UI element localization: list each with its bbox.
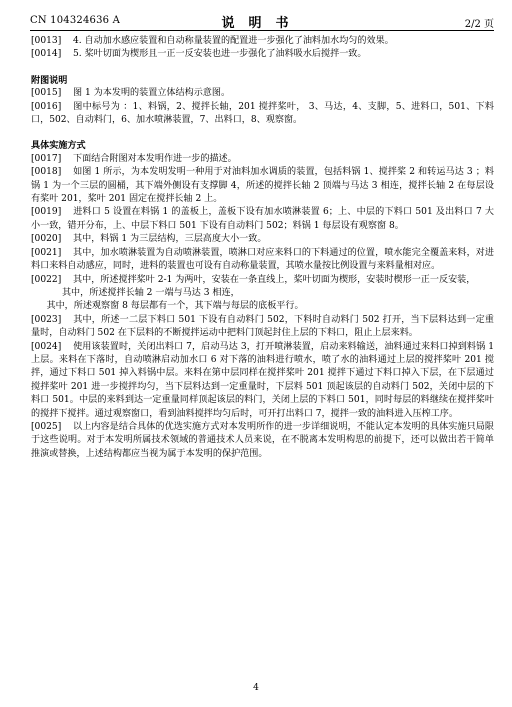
paragraph <box>31 314 494 341</box>
paragraph-text: 图 1 为本发明的装置立体结构示意图。 <box>73 88 231 99</box>
paragraph <box>31 421 494 461</box>
paragraph-number: [0019] <box>31 207 62 218</box>
paragraph-number: [0024] <box>31 341 62 352</box>
paragraph <box>31 233 494 246</box>
indented-line: 其中，所述搅拌长轴 2 一端与马达 3 相连， <box>61 287 240 298</box>
paragraph-number: [0022] <box>31 274 62 285</box>
paragraph <box>31 101 494 128</box>
paragraph <box>31 48 494 61</box>
page-number: 4 <box>253 683 259 693</box>
paragraph-number: [0023] <box>31 314 62 325</box>
patent-number: CN 104324636 A <box>30 15 121 26</box>
paragraph-number: [0021] <box>31 247 62 258</box>
paragraph-text: 其中，所述搅拌桨叶 2-1 为两叶，安装在一条直线上，桨叶切面为楔形，安装时楔形一正一反安装， <box>73 274 476 285</box>
paragraph-text: 使用该装置时，关闭出料口 7，启动马达 3，打开喷淋装置，启动来料输送，油料通过来料口掉到料锅 1 上层。来料在下落时，自动喷淋启动加水口 6 对下落的油料进行喷水，喷了水的油料通过上层的搅拌桨叶 201 搅拌，通过下料口 501 掉入料锅中层。来料在第中层同样在搅拌桨叶 201 搅拌下通过下料口掉入下层，在下层通过搅拌桨叶 201 进一步搅拌均匀，当下层料达到一定重量时，下层料 501 顶起该层的自动料门 502，关闭中层的下料口 501。中层的来料到达一定重量同样顶起该层的料门，关闭上层的下料口 501，同时每层的料继续在搅拌桨叶的搅拌下搅拌。通过观察窗口，看到油料搅拌均匀后时，可开打出料口 7，搅拌一致的油料进入压榨工序。 <box>31 341 494 419</box>
paragraph-number: [0018] <box>31 167 62 178</box>
document-title: 说明书 <box>221 16 303 31</box>
section-title-figures: 附图说明 <box>31 74 68 86</box>
paragraph <box>31 274 494 287</box>
paragraph <box>31 341 494 421</box>
paragraph-number: [0014] <box>31 49 62 60</box>
document-body <box>31 35 494 461</box>
paragraph <box>31 247 494 274</box>
paragraph-text: 其中，所述一二层下料口 501 下设有自动料门 502，下料时自动料门 502 打开，当下层料达到一定重量时，自动料门 502 在下层料的不断搅拌运动中把料门顶起封住上层的下料口，阻止上层来料。 <box>31 314 494 339</box>
paragraph-number: [0020] <box>31 234 62 245</box>
indented-line: 其中，所述观察窗 8 每层都有一个，其下端与每层的底板平行。 <box>46 301 304 312</box>
paragraph-text: 4. 自动加水感应装置和自动称量装置的配置进一步强化了油料加水均匀的效果。 <box>73 36 394 46</box>
paragraph-text: 以上内容是结合具体的优选实施方式对本发明所作的进一步详细说明，不能认定本发明的具体实施只局限于这些说明。对于本发明所属技术领域的普通技术人员来说，在不脱离本发明构思的前提下，还可以做出若干简单推演或替换，上述结构都应当视为属于本发明的保护范围。 <box>31 421 494 459</box>
paragraph-text: 5. 桨叶切面为楔形且一正一反安装也进一步强化了油料吸水后搅拌一致。 <box>73 49 367 60</box>
paragraph-number: [0015] <box>31 88 62 99</box>
paragraph-text: 其中，料锅 1 为三层结构，三层高度大小一致。 <box>73 234 267 245</box>
paragraph-number: [0025] <box>31 421 62 432</box>
paragraph-text: 图中标号为 ：1、料锅，2、搅拌长轴，201 搅拌桨叶， 3、马达，4、支脚，5、进料口，501、下料口，502、自动料门，6、加水喷淋装置，7、出料口，8、观察窗。 <box>31 101 494 126</box>
section-title-embodiment: 具体实施方式 <box>31 140 86 152</box>
paragraph-number: [0016] <box>31 101 62 112</box>
paragraph <box>31 153 494 166</box>
page-indicator: 2/2 页 <box>464 19 494 30</box>
paragraph-text: 如图 1 所示，为本发明发明一种用于对油料加水调质的装置，包括料锅 1、搅拌桨 2 和转运马达 3 ；料锅 1 为一个三层的圆桶，其下端外侧设有支撑脚 4，所述的搅拌长轴 2 顶端与马达 3 相连，搅拌长轴 2 在每层设有桨叶 201，桨叶 201 固定在搅拌长轴 2 上。 <box>31 167 494 205</box>
page-header <box>30 12 494 31</box>
paragraph-number: [0013] <box>31 36 62 46</box>
paragraph-text: 下面结合附图对本发明作进一步的描述。 <box>73 153 237 164</box>
header-rule <box>30 30 494 31</box>
paragraph <box>31 166 494 206</box>
paragraph-number: [0017] <box>31 153 62 164</box>
paragraph <box>31 87 494 100</box>
paragraph <box>31 206 494 233</box>
paragraph-text: 其中，加水喷淋装置为自动喷淋装置，喷淋口对应来料口的下料通过的位置，喷水能完全覆盖来料，对进料口来料自动感应，同时，进料的装置也可设有自动称量装置，其喷水量按比例设置与来料量相对应。 <box>31 247 494 272</box>
paragraph <box>31 35 494 48</box>
paragraph-text: 进料口 5 设置在料锅 1 的盖板上，盖板下设有加水喷淋装置 6；上、中层的下料口 501 及出料口 7 大小一致，错开分布，上、中层下料口 501 下设有自动料门 502；料锅 1 每层设有观察窗 8。 <box>31 207 494 231</box>
